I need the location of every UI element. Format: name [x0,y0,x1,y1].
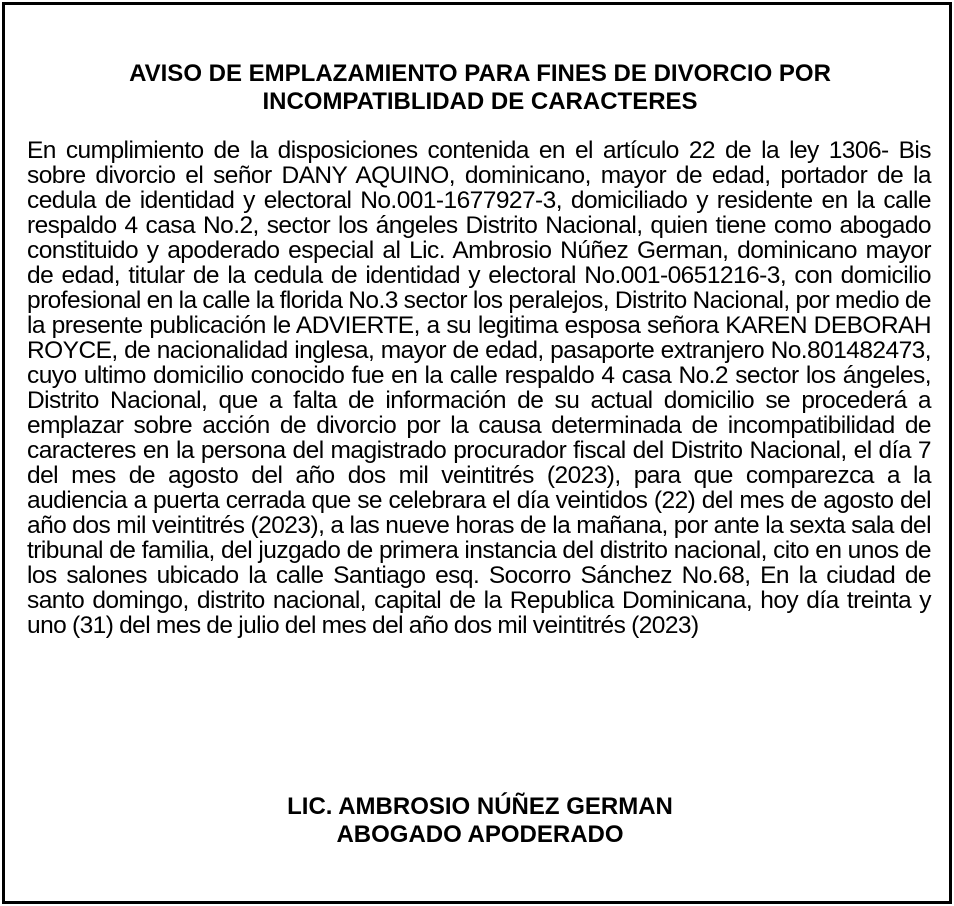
notice-frame [2,2,952,904]
notice-title-line-1: AVISO DE EMPLAZAMIENTO PARA FINES DE DIVORCIO POR [129,60,831,87]
signature-block [5,793,954,849]
notice-title-line-2: INCOMPATIBLIDAD DE CARACTERES [262,88,698,115]
signature-name: LIC. AMBROSIO NÚÑEZ GERMAN [287,793,673,820]
signature-role: ABOGADO APODERADO [336,821,624,848]
notice-body: En cumplimiento de la disposiciones contenida en el artículo 22 de la ley 1306- Bis sobre divorcio el señor DANY AQUINO, dominicano, mayor de edad, portador de la cedula de identidad y electoral No.001-1677927-3, domiciliado y residente en la calle respaldo 4 casa No.2, sector los ángeles Distrito Nacional, quien tiene como abogado constituido y apoderado especial al Lic. Ambrosio Núñez German, dominicano mayor de edad, titular de la cedula de identidad y electoral No.001-0651216-3, con domicilio profesional en la calle la florida No.3 sector los peralejos, Distrito Nacional, por medio de la presente publicación le ADVIERTE, a su legitima esposa señora KAREN DEBORAH ROYCE, de nacionalidad inglesa, mayor de edad, pasaporte extranjero No.801482473, cuyo ultimo domicilio conocido fue en la calle respaldo 4 casa No.2 sector los ángeles, Distrito Nacional, que a falta de información de su actual domicilio se procederá a emplazar sobre acción de divorcio por la causa determinada de incompatibilidad de caracteres en la persona del magistrado procurador fiscal del Distrito Nacional, el día 7 del mes de agosto del año dos mil veintitrés (2023), para que comparezca a la audiencia a puerta cerrada que se celebrara el día veintidos (22) del mes de agosto del año dos mil veintitrés (2023), a las nueve horas de la mañana, por ante la sexta sala del tribunal de familia, del juzgado de primera instancia del distrito nacional, cito en unos de los salones ubicado la calle Santiago esq. Socorro Sánchez No.68, En la ciudad de santo domingo, distrito nacional, capital de la Republica Dominicana, hoy día treinta y uno (31) del mes de julio del mes del año dos mil veintitrés (2023) [27,137,931,639]
notice-title [5,60,954,116]
